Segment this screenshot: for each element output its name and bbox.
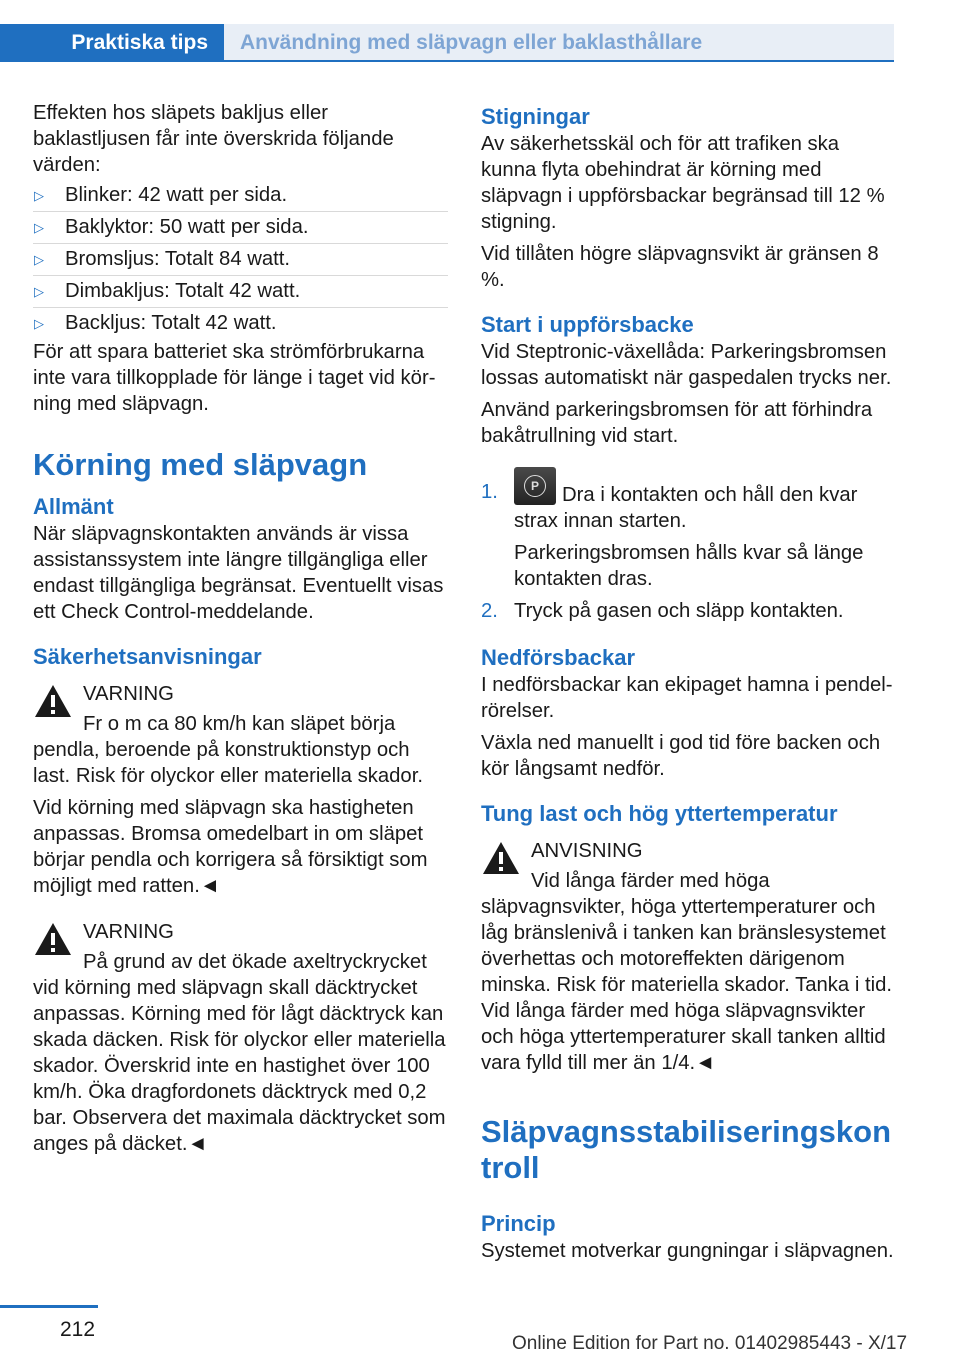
list-item [481,598,897,624]
step-text: Tryck på gasen och släpp kontakten. [514,600,844,622]
tab-praktiska-tips[interactable]: Praktiska tips [0,24,224,62]
section-title: Körning med släpvagn [33,447,368,482]
step-subtext: Parkeringsbromsen hålls kvar så länge kontakten dras. [514,542,864,590]
down-text-2: Växla ned manuellt i god tid före backen och kör långsamt nedför. [481,732,881,780]
header-rule [0,60,894,62]
section-title-stability: Släpvagnsstabiliseringskontroll [481,1114,892,1185]
parking-brake-icon: P [514,467,556,505]
warning-1 [33,681,448,899]
start-text-2: Använd parkeringsbromsen för att förhindra bakåtrullning vid start. [481,399,873,447]
warning-label: VARNING [83,921,174,943]
page-number: 212 [60,1318,96,1341]
triangle-bullet-icon: ▷ [34,316,44,331]
left-column [33,100,448,1163]
start-text: Vid Steptronic-växellåda: Parkeringsbromsen lossas automatiskt när gaspedalen trycks ner. [481,341,892,389]
princip-text: Systemet motverkar gungningar i släpvagnen. [481,1240,894,1262]
list-item [33,212,448,244]
down-text: I nedförsbackar kan ekipaget hamna i pendelrörelser. [481,674,893,722]
list-item [33,180,448,212]
list-item [481,467,897,592]
warning-text: Fr o m ca 80 km/h kan släpet börja pendla, beroende på konstruktionstyp och last. Risk för olyckor eller materiella skador. [33,713,423,787]
warning-triangle-icon [33,921,73,957]
list-item [33,244,448,276]
warning-advice: Vid körning med släpvagn ska hastigheten anpassas. Bromsa omedelbart in om släpet börjar pendla och korrigera så försiktigt som möjligt med ratten.◄ [33,797,428,897]
warning-text: På grund av det ökade axeltryckrycket vid körning med släpvagn skall däcktrycket anpassas. Körning med för lågt däcktryck kan skada däcken. Risk för olyckor eller materiella skador. Överskrid inte en hastighet över 100 km/h. Öka dragfordonets däcktryck med 0,2 bar. Observera det maximala däcktrycket som anges på däcket.◄ [33,951,446,1155]
general-text: När släpvagnskontakten används är vissa assistanssystem inte längre tillgängliga eller endast tillgängliga begränsat. Eventuellt visas ett Check Control-meddelande. [33,523,444,623]
wattage-list [33,180,448,339]
triangle-bullet-icon: ▷ [34,252,44,267]
step-number: 2. [481,600,498,622]
triangle-bullet-icon: ▷ [34,284,44,299]
tab-section-title[interactable]: Användning med släpvagn eller baklasthållare [224,24,894,60]
page-number-rule [0,1305,98,1308]
heading-start: Start i uppförsbacke [481,312,694,337]
list-item [33,308,448,339]
triangle-bullet-icon: ▷ [34,220,44,235]
list-item-text: Backljus: Totalt 42 watt. [65,312,277,334]
list-item-text: Baklyktor: 50 watt per sida. [65,216,309,238]
warning-triangle-icon [481,840,521,876]
start-steps [481,467,897,624]
edition-footer: Online Edition for Part no. 01402985443 - X/17 [512,1333,908,1354]
heading-general: Allmänt [33,494,114,519]
warning-2 [33,919,448,1157]
intro-text: Effekten hos släpets bakljus eller baklastljusen får inte överskrida följande värden: [33,102,394,176]
right-column [481,103,897,1270]
note-label: ANVISNING [531,840,643,862]
heading-climb: Stigningar [481,104,590,129]
note-text: Vid långa färder med höga släpvagnsvikter, höga yttertemperaturer och låg bränslenivå i tanken kan bränslesystemet överhettas och motoreffekten därigenom minska. Risk för materiella skador. Tanka i tid. Vid långa färder med höga släpvagnsvikter och höga yttertemperaturer skall tanken alltid vara fylld till mer än 1/4.◄ [481,870,893,1074]
heading-heavy-load: Tung last och hög yttertemperatur [481,801,838,826]
list-item-text: Bromsljus: Totalt 84 watt. [65,248,291,270]
climb-text-2: Vid tillåten högre släpvagnsvikt är gränsen 8 %. [481,243,879,291]
warning-triangle-icon [33,683,73,719]
heading-downhill: Nedförsbackar [481,645,636,670]
warning-label: VARNING [83,683,174,705]
battery-text: För att spara batteriet ska strömförbrukarna inte vara tillkopplade för länge i taget vid körning med släpvagn. [33,341,436,415]
heading-safety: Säkerhetsanvisningar [33,644,262,669]
header-tabs [0,24,894,62]
list-item-text: Blinker: 42 watt per sida. [65,184,288,206]
list-item-text: Dimbakljus: Totalt 42 watt. [65,280,301,302]
step-text: Dra i kontakten och håll den kvar strax innan starten. [514,484,858,532]
climb-text: Av säkerhetsskäl och för att trafiken ska kunna flyta obehindrat är körning med släpvagn i uppförsbackar begränsad till 12 % stigning. [481,133,885,233]
triangle-bullet-icon: ▷ [34,188,44,203]
list-item [33,276,448,308]
step-number: 1. [481,481,498,503]
note-box [481,838,897,1076]
heading-princip: Princip [481,1211,556,1236]
